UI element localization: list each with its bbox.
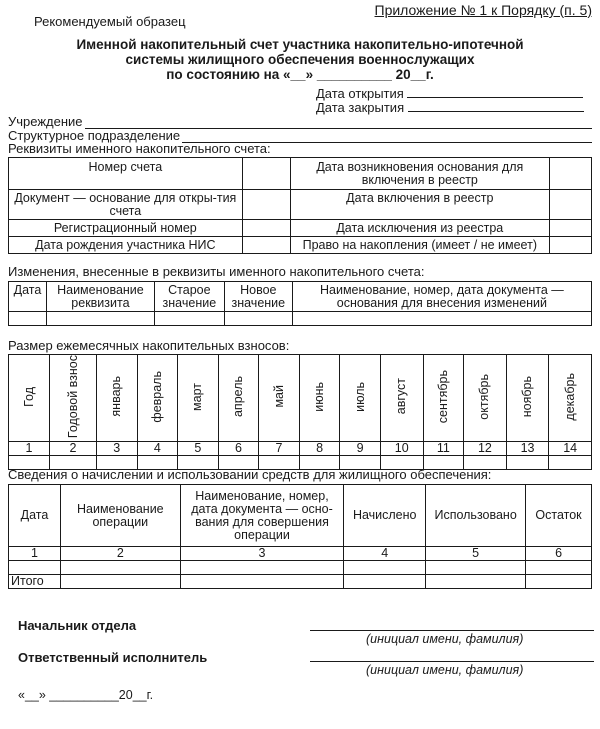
column-header-text: ноябрь (520, 375, 535, 418)
table-header-cell: Дата (9, 282, 47, 312)
table-header-cell (137, 355, 178, 442)
column-header-text: август (394, 378, 409, 415)
executor-signature-line[interactable] (310, 661, 594, 662)
requisites-title: Реквизиты именного накопительного счета: (8, 141, 271, 156)
table-cell[interactable] (60, 561, 180, 575)
table-cell[interactable] (526, 575, 592, 589)
table-header-cell: Наименование, номер, дата документа — основания для внесения изменений (292, 282, 591, 312)
open-date-label: Дата открытия (316, 86, 404, 101)
table-cell[interactable] (506, 456, 549, 470)
table-cell[interactable] (344, 561, 426, 575)
column-header-text: апрель (230, 376, 245, 418)
table-header-cell: Новое значение (224, 282, 292, 312)
table-cell: Дата возникновения основания для включения в реестр (290, 158, 550, 190)
column-number: 6 (526, 547, 592, 561)
table-cell[interactable] (550, 237, 592, 254)
total-label: Итого (9, 575, 61, 589)
head-of-department-label: Начальник отдела (18, 618, 137, 633)
contributions-title: Размер ежемесячных накопительных взносов: (8, 338, 290, 353)
table-header-cell (259, 355, 300, 442)
changes-title: Изменения, внесенные в реквизиты именного накопительного счета: (8, 264, 425, 279)
close-date-label: Дата закрытия (316, 100, 405, 115)
table-cell: Дата включения в реестр (290, 190, 550, 220)
table-header-cell: Использовано (426, 485, 526, 547)
column-number: 2 (50, 442, 97, 456)
table-cell: Дата исключения из реестра (290, 220, 550, 237)
column-number: 1 (9, 547, 61, 561)
table-cell[interactable] (550, 220, 592, 237)
column-header-text: декабрь (562, 372, 577, 421)
column-header-text: май (271, 385, 286, 408)
table-header-cell: Старое значение (154, 282, 224, 312)
table-cell[interactable] (550, 190, 592, 220)
column-header-text: март (190, 382, 205, 411)
title-line: Именной накопительный счет участника накопительно-ипотечной (76, 37, 524, 52)
column-number: 11 (423, 442, 464, 456)
table-cell[interactable] (549, 456, 592, 470)
table-header-cell: Начислено (344, 485, 426, 547)
table-row (9, 312, 592, 326)
table-header-cell: Наименование операции (60, 485, 180, 547)
requisites-table (8, 157, 592, 254)
responsible-executor-label: Ответственный исполнитель (18, 650, 208, 665)
column-number: 1 (9, 442, 50, 456)
table-cell[interactable] (242, 220, 290, 237)
table-header-cell (178, 355, 219, 442)
table-cell[interactable] (426, 561, 526, 575)
column-number: 2 (60, 547, 180, 561)
table-cell: Документ — основание для откры-тия счета (9, 190, 243, 220)
table-cell[interactable] (154, 312, 224, 326)
column-header-text: июль (352, 381, 367, 412)
table-cell[interactable] (242, 237, 290, 254)
total-row (9, 575, 592, 589)
document-title (0, 37, 600, 82)
column-header-text: январь (109, 376, 124, 417)
table-header-cell: Наименование, номер, дата документа — осно-вания для совершения операции (180, 485, 344, 547)
table-row (9, 282, 592, 312)
column-number: 12 (464, 442, 507, 456)
column-number: 3 (97, 442, 138, 456)
column-number: 14 (549, 442, 592, 456)
table-header-cell (50, 355, 97, 442)
table-cell[interactable] (224, 312, 292, 326)
close-date-line[interactable] (408, 100, 584, 112)
column-header-text: октябрь (477, 373, 492, 420)
table-header-cell (97, 355, 138, 442)
head-signature-line[interactable] (310, 630, 594, 631)
table-row (9, 237, 592, 254)
head-signature-hint: (инициал имени, фамилия) (366, 632, 524, 646)
table-header-cell (299, 355, 340, 442)
division-label: Структурное подразделение (8, 128, 181, 143)
table-cell: Номер счета (9, 158, 243, 190)
table-header-cell (506, 355, 549, 442)
table-header-cell: Остаток (526, 485, 592, 547)
column-header-text: сентябрь (435, 369, 450, 424)
table-row (9, 190, 592, 220)
column-number: 6 (218, 442, 259, 456)
column-number: 3 (180, 547, 344, 561)
column-header-text: Годовой взнос (65, 355, 80, 439)
column-number: 8 (299, 442, 340, 456)
table-header-cell: Дата (9, 485, 61, 547)
table-row (9, 561, 592, 575)
table-header-cell (218, 355, 259, 442)
table-header-row (9, 485, 592, 547)
appendix-reference: Приложение № 1 к Порядку (п. 5) (374, 2, 592, 18)
title-line: системы жилищного обеспечения военнослужащих (125, 52, 475, 67)
contributions-table (8, 354, 592, 470)
table-cell[interactable] (242, 158, 290, 190)
table-cell[interactable] (344, 575, 426, 589)
table-header-cell (549, 355, 592, 442)
sample-label: Рекомендуемый образец (34, 14, 186, 29)
table-cell[interactable] (60, 575, 180, 589)
column-header-text: июнь (312, 381, 327, 412)
table-header-cell (9, 355, 50, 442)
institution-field (8, 114, 592, 129)
column-number: 7 (259, 442, 300, 456)
table-cell[interactable] (292, 312, 591, 326)
table-header-cell (464, 355, 507, 442)
table-row (9, 220, 592, 237)
open-date-field (316, 86, 583, 101)
column-header-text: февраль (149, 370, 164, 423)
accrual-title: Сведения о начислении и использовании средств для жилищного обеспечения: (8, 467, 492, 482)
column-number-row (9, 442, 592, 456)
table-header-cell (340, 355, 381, 442)
table-cell[interactable] (46, 312, 154, 326)
table-cell: Дата рождения участника НИС (9, 237, 243, 254)
column-header-text: Год (21, 386, 36, 407)
table-header-cell (423, 355, 464, 442)
table-cell[interactable] (550, 158, 592, 190)
column-number: 13 (506, 442, 549, 456)
column-number: 4 (344, 547, 426, 561)
changes-table (8, 281, 592, 326)
table-cell[interactable] (180, 575, 344, 589)
column-number: 9 (340, 442, 381, 456)
table-cell[interactable] (242, 190, 290, 220)
table-cell[interactable] (9, 561, 61, 575)
column-number: 5 (426, 547, 526, 561)
close-date-field (316, 100, 584, 115)
table-cell[interactable] (426, 575, 526, 589)
table-cell[interactable] (180, 561, 344, 575)
accrual-table (8, 484, 592, 589)
column-number: 5 (178, 442, 219, 456)
title-line: по состоянию на «__» __________ 20__г. (166, 67, 434, 82)
table-cell[interactable] (526, 561, 592, 575)
table-row (9, 158, 592, 190)
footer-date: «__» __________20__г. (18, 688, 154, 702)
institution-label: Учреждение (8, 114, 83, 129)
column-number: 10 (380, 442, 423, 456)
open-date-line[interactable] (407, 86, 583, 98)
column-number-row (9, 547, 592, 561)
table-cell[interactable] (9, 312, 47, 326)
table-cell: Регистрационный номер (9, 220, 243, 237)
table-header-cell: Наименование реквизита (46, 282, 154, 312)
column-number: 4 (137, 442, 178, 456)
table-cell: Право на накопления (имеет / не имеет) (290, 237, 550, 254)
table-header-cell (380, 355, 423, 442)
executor-signature-hint: (инициал имени, фамилия) (366, 663, 524, 677)
table-header-row (9, 355, 592, 442)
